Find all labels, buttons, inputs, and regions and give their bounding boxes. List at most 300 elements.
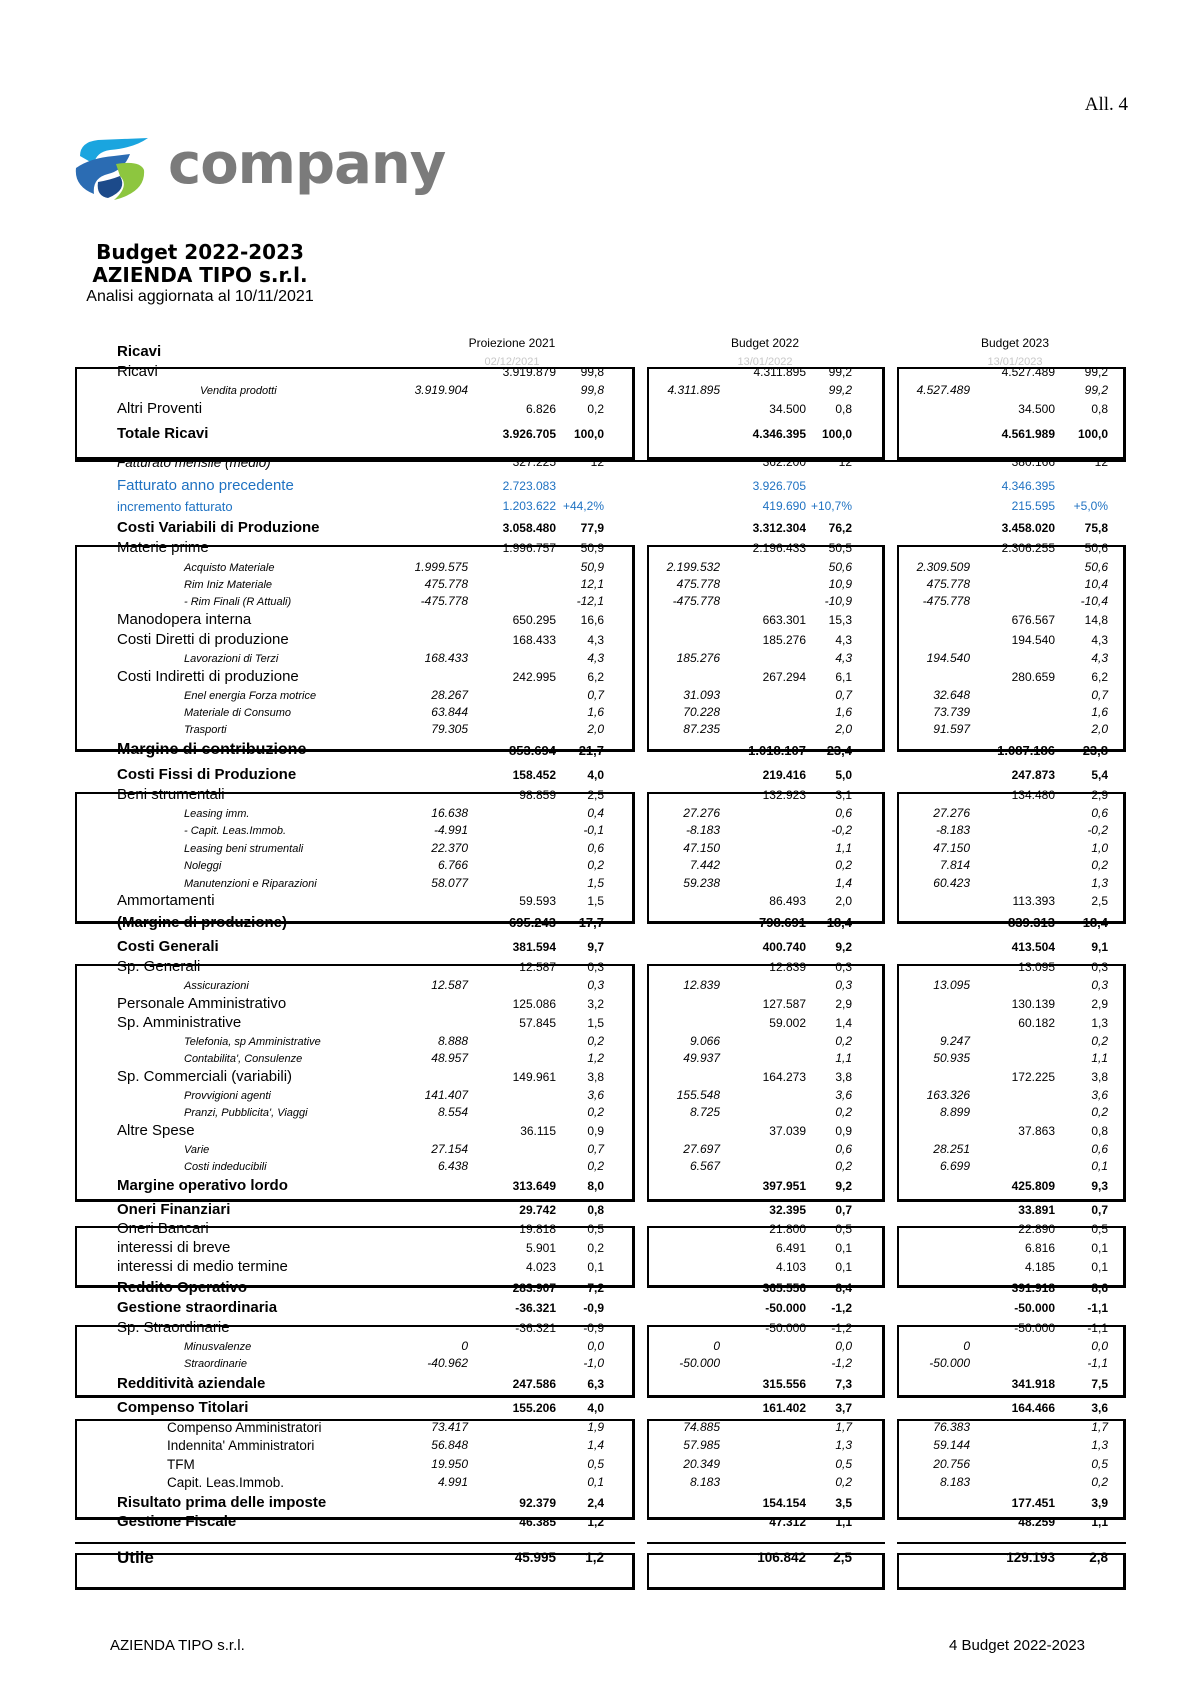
row-value: +5,0% (1073, 499, 1108, 514)
row-value: 47.312 (769, 1515, 806, 1530)
row-value: 8.183 (939, 1475, 970, 1490)
row-value: 695.243 (509, 915, 556, 931)
row-value: 2,0 (835, 894, 852, 909)
row-value: 475.778 (424, 577, 468, 592)
row-value: 1,4 (587, 1438, 604, 1453)
row-value: 194.540 (1011, 633, 1055, 648)
row-label: Sp. Straordinarie (117, 1319, 230, 1337)
row-label: Materiale di Consumo (184, 706, 291, 719)
row-value: -8.183 (685, 823, 720, 838)
row-value: 12,1 (580, 577, 604, 592)
row-value: 0,2 (835, 858, 852, 873)
row-value: 0,5 (835, 1222, 852, 1237)
row-value: 19.950 (431, 1457, 468, 1472)
row-value: 0,5 (835, 1457, 852, 1472)
row-value: 155.548 (676, 1088, 720, 1103)
row-value: 23,4 (826, 743, 852, 759)
row-value: 0,2 (587, 1034, 604, 1049)
row-value: 4.346.395 (1001, 479, 1055, 494)
row-value: 9,1 (1091, 940, 1108, 955)
row-value: 12 (590, 455, 604, 470)
analysis-date: Analisi aggiornata al 10/11/2021 (86, 288, 314, 305)
row-value: 0,3 (1091, 978, 1108, 993)
row-value: 15,3 (828, 613, 852, 628)
row-value: 12.839 (683, 978, 720, 993)
row-value: 27.154 (431, 1142, 468, 1157)
row-value: 0,8 (1091, 402, 1108, 417)
row-value: 0,1 (1091, 1159, 1108, 1174)
row-label: Ammortamenti (117, 892, 215, 910)
row-label: Sp. Commerciali (variabili) (117, 1068, 293, 1086)
row-value: 1,1 (835, 1515, 852, 1530)
row-label: Trasporti (184, 723, 227, 736)
row-value: 7,5 (1091, 1377, 1108, 1392)
row-value: 74.885 (683, 1420, 720, 1435)
row-value: 12 (1094, 455, 1108, 470)
row-value: 0,3 (835, 978, 852, 993)
row-value: 3.458.020 (1001, 521, 1055, 536)
row-value: 6,2 (1091, 670, 1108, 685)
row-value: 4,3 (1091, 651, 1108, 666)
row-value: 23,8 (1082, 743, 1108, 759)
row-value: -0,2 (831, 823, 852, 838)
row-value: 5,4 (1091, 768, 1108, 783)
row-value: 164.273 (762, 1070, 806, 1085)
row-value: 12.587 (431, 978, 468, 993)
row-value: 6,2 (587, 670, 604, 685)
row-label: Oneri Bancari (117, 1220, 209, 1238)
row-value: 419.690 (762, 499, 806, 514)
row-value: 60.423 (933, 876, 970, 891)
row-value: 87.235 (683, 722, 720, 737)
row-label: Ricavi (117, 343, 162, 361)
row-label: Costi Fissi di Produzione (117, 766, 297, 784)
row-value: 4.527.489 (916, 383, 970, 398)
row-label: Assicurazioni (184, 979, 249, 992)
row-value: 59.593 (519, 894, 556, 909)
row-value: 0,2 (587, 1241, 604, 1256)
row-value: 2.196.433 (752, 541, 806, 556)
row-value: -12,1 (576, 594, 604, 609)
row-label: incremento fatturato (117, 498, 233, 514)
row-value: 125.086 (512, 997, 556, 1012)
row-value: 27.697 (683, 1142, 720, 1157)
row-value: 155.206 (512, 1401, 556, 1416)
row-label: Telefonia, sp Amministrative (184, 1035, 321, 1048)
row-value: 0,1 (835, 1260, 852, 1275)
row-value: 9.247 (939, 1034, 970, 1049)
separator-line (75, 1542, 635, 1544)
row-value: 6.826 (525, 402, 556, 417)
row-value: -10,4 (1080, 594, 1108, 609)
row-value: 12.839 (769, 960, 806, 975)
row-value: 3,8 (835, 1070, 852, 1085)
row-label: TFM (167, 1456, 195, 1472)
row-label: Costi indeducibili (184, 1160, 267, 1173)
row-value: 12.587 (519, 960, 556, 975)
row-value: -50.000 (765, 1321, 806, 1336)
row-value: 6.766 (437, 858, 468, 873)
row-value: 6,3 (587, 1377, 604, 1392)
row-value: 8.183 (689, 1475, 720, 1490)
row-value: 4,3 (835, 651, 852, 666)
row-label: Beni strumentali (117, 786, 225, 804)
row-value: 839.313 (1008, 915, 1055, 931)
row-value: 362.200 (762, 455, 806, 470)
row-value: 2,5 (1091, 894, 1108, 909)
row-value: 0,1 (1091, 1260, 1108, 1275)
row-value: 17,7 (578, 915, 604, 931)
row-label: Capit. Leas.Immob. (167, 1474, 285, 1490)
row-value: -50.000 (929, 1356, 970, 1371)
row-value: 0,2 (587, 1159, 604, 1174)
row-value: 327.225 (512, 455, 556, 470)
row-value: 149.961 (512, 1070, 556, 1085)
row-value: 2,9 (1091, 997, 1108, 1012)
row-value: 99,2 (828, 365, 852, 380)
row-label: Materie prime (117, 539, 209, 557)
row-label: Compenso Amministratori (167, 1419, 322, 1435)
row-value: 3,6 (587, 1088, 604, 1103)
column-date-2023: 13/01/2023 (987, 356, 1043, 368)
row-value: 134.480 (1011, 788, 1055, 803)
row-value: 100,0 (573, 427, 604, 442)
row-value: 3,8 (1091, 1070, 1108, 1085)
row-value: 6.438 (437, 1159, 468, 1174)
row-value: 0,8 (835, 402, 852, 417)
row-label: Manutenzioni e Riparazioni (184, 877, 317, 890)
row-value: 48.259 (1018, 1515, 1055, 1530)
row-value: 113.393 (1012, 894, 1055, 909)
row-value: 4.991 (437, 1475, 468, 1490)
row-value: -1,1 (1087, 1356, 1108, 1371)
row-value: 413.504 (1011, 940, 1055, 955)
row-value: 397.951 (762, 1179, 806, 1194)
row-value: 106.842 (757, 1549, 806, 1565)
row-value: 0,2 (835, 1475, 852, 1490)
row-value: 33.891 (1018, 1203, 1055, 1218)
row-value: 0,8 (587, 1203, 604, 1218)
row-value: -40.962 (427, 1356, 468, 1371)
row-value: 0,2 (1091, 858, 1108, 873)
row-value: 1,3 (835, 1438, 852, 1453)
row-value: 0,8 (1091, 1124, 1108, 1139)
row-value: 3.926.705 (752, 479, 806, 494)
row-value: 73.739 (933, 705, 970, 720)
row-value: 8,6 (1091, 1281, 1108, 1296)
row-value: 58.077 (431, 876, 468, 891)
row-value: 4,0 (587, 768, 604, 783)
row-value: 172.225 (1011, 1070, 1055, 1085)
row-value: 2,0 (587, 722, 604, 737)
row-label: Sp. Generali (117, 958, 201, 976)
row-value: -1,2 (831, 1321, 852, 1336)
row-value: -1,2 (831, 1356, 852, 1371)
row-value: 8.554 (437, 1105, 468, 1120)
row-value: -0,9 (583, 1301, 604, 1316)
row-value: 4.527.489 (1001, 365, 1055, 380)
row-value: 1,6 (1091, 705, 1108, 720)
row-value: 475.778 (926, 577, 970, 592)
row-value: +44,2% (562, 499, 604, 514)
row-label: Leasing beni strumentali (184, 842, 304, 855)
row-value: 7.814 (939, 858, 970, 873)
row-value: 129.193 (1006, 1549, 1055, 1565)
row-value: 63.844 (431, 705, 468, 720)
row-value: 0,7 (587, 1142, 604, 1157)
row-value: 21,7 (578, 743, 604, 759)
row-value: 4,3 (587, 633, 604, 648)
row-value: 141.407 (424, 1088, 468, 1103)
row-label: Varie (184, 1143, 210, 1156)
row-value: 0,3 (1091, 960, 1108, 975)
row-value: 6,1 (835, 670, 852, 685)
row-value: 57.845 (519, 1016, 556, 1031)
row-value: 46.385 (519, 1515, 556, 1530)
row-value: 8,4 (835, 1281, 852, 1296)
row-label: Oneri Finanziari (117, 1201, 231, 1219)
row-label: Lavorazioni di Terzi (184, 652, 279, 665)
row-value: 91.597 (933, 722, 970, 737)
row-value: 1,4 (835, 1016, 852, 1031)
row-label: - Rim Finali (R Attuali) (184, 595, 292, 608)
group-box (647, 545, 885, 752)
row-value: 47.150 (933, 841, 970, 856)
row-value: -8.183 (935, 823, 970, 838)
row-value: 1,3 (1091, 876, 1108, 891)
row-value: 0,7 (1091, 688, 1108, 703)
row-value: 0 (963, 1339, 970, 1354)
row-value: 2,0 (1091, 722, 1108, 737)
row-label: Rim Iniz Materiale (184, 578, 273, 591)
row-value: 1,3 (1091, 1438, 1108, 1453)
row-value: 4.561.989 (1001, 427, 1055, 442)
row-value: 2,0 (835, 722, 852, 737)
row-value: 2,9 (835, 997, 852, 1012)
row-value: 6.567 (689, 1159, 720, 1174)
row-label: (Margine di produzione) (117, 914, 287, 932)
row-value: -1,2 (831, 1301, 852, 1316)
row-label: Costi Variabili di Produzione (117, 519, 320, 537)
row-value: 0,3 (587, 960, 604, 975)
row-value: 130.139 (1011, 997, 1055, 1012)
row-value: 391.918 (1011, 1281, 1055, 1296)
row-value: 3,2 (587, 997, 604, 1012)
row-value: 0,2 (587, 402, 604, 417)
row-value: 475.778 (676, 577, 720, 592)
row-value: 676.567 (1011, 613, 1055, 628)
row-value: 22.890 (1018, 1222, 1055, 1237)
row-value: 3.919.879 (502, 365, 556, 380)
row-value: 185.276 (676, 651, 720, 666)
row-value: 3,9 (1091, 1496, 1108, 1511)
row-value: 59.002 (769, 1016, 806, 1031)
column-header-2022: Budget 2022 (730, 336, 800, 350)
row-label: Utile (117, 1547, 154, 1567)
row-value: 5,0 (835, 768, 852, 783)
row-value: 75,8 (1084, 521, 1108, 536)
row-value: 283.907 (512, 1281, 556, 1296)
row-label: - Capit. Leas.Immob. (184, 824, 287, 837)
footer-company: AZIENDA TIPO s.r.l. (110, 1637, 245, 1654)
row-value: 0,7 (835, 688, 852, 703)
row-label: Costi Diretti di produzione (117, 631, 289, 649)
row-value: 4,0 (587, 1401, 604, 1416)
row-value: 8,0 (587, 1179, 604, 1194)
row-value: 0,1 (587, 1260, 604, 1275)
row-value: 37.863 (1018, 1124, 1055, 1139)
row-value: 0 (461, 1339, 468, 1354)
row-value: 34.500 (1018, 402, 1055, 417)
row-value: 0 (713, 1339, 720, 1354)
row-value: 185.276 (762, 633, 806, 648)
row-value: 13.095 (1018, 960, 1055, 975)
column-date-2021: 02/12/2021 (484, 356, 540, 368)
row-value: 76.383 (933, 1420, 970, 1435)
row-value: 20.349 (683, 1457, 720, 1472)
row-value: 164.466 (1011, 1401, 1055, 1416)
row-value: 1,2 (587, 1515, 604, 1530)
row-value: -475.778 (672, 594, 720, 609)
separator-line (647, 1542, 885, 1544)
row-label: Altri Proventi (117, 400, 203, 418)
row-value: 0,5 (1091, 1457, 1108, 1472)
row-value: 56.848 (431, 1438, 468, 1453)
row-value: 1,0 (1091, 841, 1108, 856)
row-value: 60.182 (1018, 1016, 1055, 1031)
row-value: 0,5 (587, 1457, 604, 1472)
row-label: Costi Indiretti di produzione (117, 668, 299, 686)
row-value: 100,0 (1077, 427, 1108, 442)
row-value: 9.066 (689, 1034, 720, 1049)
row-label: Manodopera interna (117, 611, 252, 629)
row-value: 1,7 (1091, 1420, 1108, 1435)
column-header-2021: Proiezione 2021 (468, 336, 556, 350)
row-value: -50.000 (1014, 1301, 1055, 1316)
row-value: 0,7 (1091, 1203, 1108, 1218)
row-value: 341.918 (1011, 1377, 1055, 1392)
row-value: 16.638 (431, 806, 468, 821)
row-label: Costi Generali (117, 938, 219, 956)
row-label: Straordinarie (184, 1357, 247, 1370)
row-value: 1,6 (587, 705, 604, 720)
row-value: 10,4 (1084, 577, 1108, 592)
row-value: 194.540 (926, 651, 970, 666)
row-value: 132.923 (762, 788, 806, 803)
row-label: Contabilita', Consulenze (184, 1052, 303, 1065)
row-value: -36.321 (515, 1321, 556, 1336)
row-value: -10,9 (824, 594, 852, 609)
row-value: 7,3 (835, 1377, 852, 1392)
row-value: 79.305 (431, 722, 468, 737)
row-label: Reddito Operativo (117, 1279, 248, 1297)
row-value: 99,2 (1084, 365, 1108, 380)
row-value: 0,2 (835, 1159, 852, 1174)
row-value: 0,2 (835, 1034, 852, 1049)
row-value: 0,6 (1091, 806, 1108, 821)
row-label: Gestione straordinaria (117, 1299, 278, 1317)
row-value: 37.039 (769, 1124, 806, 1139)
row-value: 2,8 (1089, 1549, 1108, 1565)
row-value: -475.778 (420, 594, 468, 609)
row-label: Fatturato mensile (medio) (117, 454, 271, 470)
row-value: 9,3 (1091, 1179, 1108, 1194)
row-value: 267.294 (762, 670, 806, 685)
row-value: 0,7 (587, 688, 604, 703)
row-value: 57.985 (683, 1438, 720, 1453)
row-value: 10,9 (828, 577, 852, 592)
row-value: 1,5 (587, 1016, 604, 1031)
row-value: 20.756 (933, 1457, 970, 1472)
row-value: 1,9 (587, 1420, 604, 1435)
row-value: 1,4 (835, 876, 852, 891)
row-value: 99,8 (580, 383, 604, 398)
row-value: 1.018.107 (748, 743, 806, 759)
row-value: 1,3 (1091, 1016, 1108, 1031)
row-value: 7.442 (689, 858, 720, 873)
row-value: 8.899 (939, 1105, 970, 1120)
row-value: 9,7 (587, 940, 604, 955)
row-value: 1.996.757 (502, 541, 556, 556)
attachment-label: All. 4 (1084, 94, 1128, 115)
row-value: 49.937 (683, 1051, 720, 1066)
row-value: 50,6 (1084, 560, 1108, 575)
row-value: 0,3 (835, 960, 852, 975)
row-value: 3.926.705 (502, 427, 556, 442)
row-label: Acquisto Materiale (184, 561, 275, 574)
row-value: 0,2 (587, 1105, 604, 1120)
row-value: 400.740 (762, 940, 806, 955)
row-value: +10,7% (810, 499, 852, 514)
row-value: 313.649 (512, 1179, 556, 1194)
row-label: interessi di breve (117, 1239, 231, 1257)
row-value: 247.873 (1011, 768, 1055, 783)
separator-line (897, 1542, 1126, 1544)
row-label: Indennita' Amministratori (167, 1437, 315, 1453)
row-value: 29.742 (519, 1203, 556, 1218)
row-value: 3,5 (835, 1496, 852, 1511)
row-value: 4.103 (775, 1260, 806, 1275)
row-value: 73.417 (431, 1420, 468, 1435)
row-value: 380.166 (1011, 455, 1055, 470)
row-value: 32.648 (933, 688, 970, 703)
row-value: -1,1 (1087, 1321, 1108, 1336)
row-value: 242.995 (512, 670, 556, 685)
row-value: 4.311.895 (667, 383, 720, 398)
row-value: 7,2 (587, 1281, 604, 1296)
row-value: 28.267 (431, 688, 468, 703)
row-value: 0,4 (587, 806, 604, 821)
row-value: 4,3 (835, 633, 852, 648)
row-value: 8.888 (437, 1034, 468, 1049)
row-label: Vendita prodotti (200, 384, 277, 397)
row-value: 50,6 (1084, 541, 1108, 556)
row-value: 650.295 (512, 613, 556, 628)
row-value: 12 (838, 455, 852, 470)
row-label: Margine operativo lordo (117, 1177, 288, 1195)
row-value: -0,2 (1087, 823, 1108, 838)
row-value: 21.800 (769, 1222, 806, 1237)
row-label: Ricavi (117, 363, 158, 381)
row-value: 4.346.395 (752, 427, 806, 442)
row-label: Sp. Amministrative (117, 1014, 242, 1032)
row-value: 27.276 (683, 806, 720, 821)
row-value: 663.301 (762, 613, 806, 628)
row-value: -475.778 (922, 594, 970, 609)
row-value: -1,1 (1087, 1301, 1108, 1316)
row-value: 31.093 (683, 688, 720, 703)
row-value: 127.587 (762, 997, 806, 1012)
